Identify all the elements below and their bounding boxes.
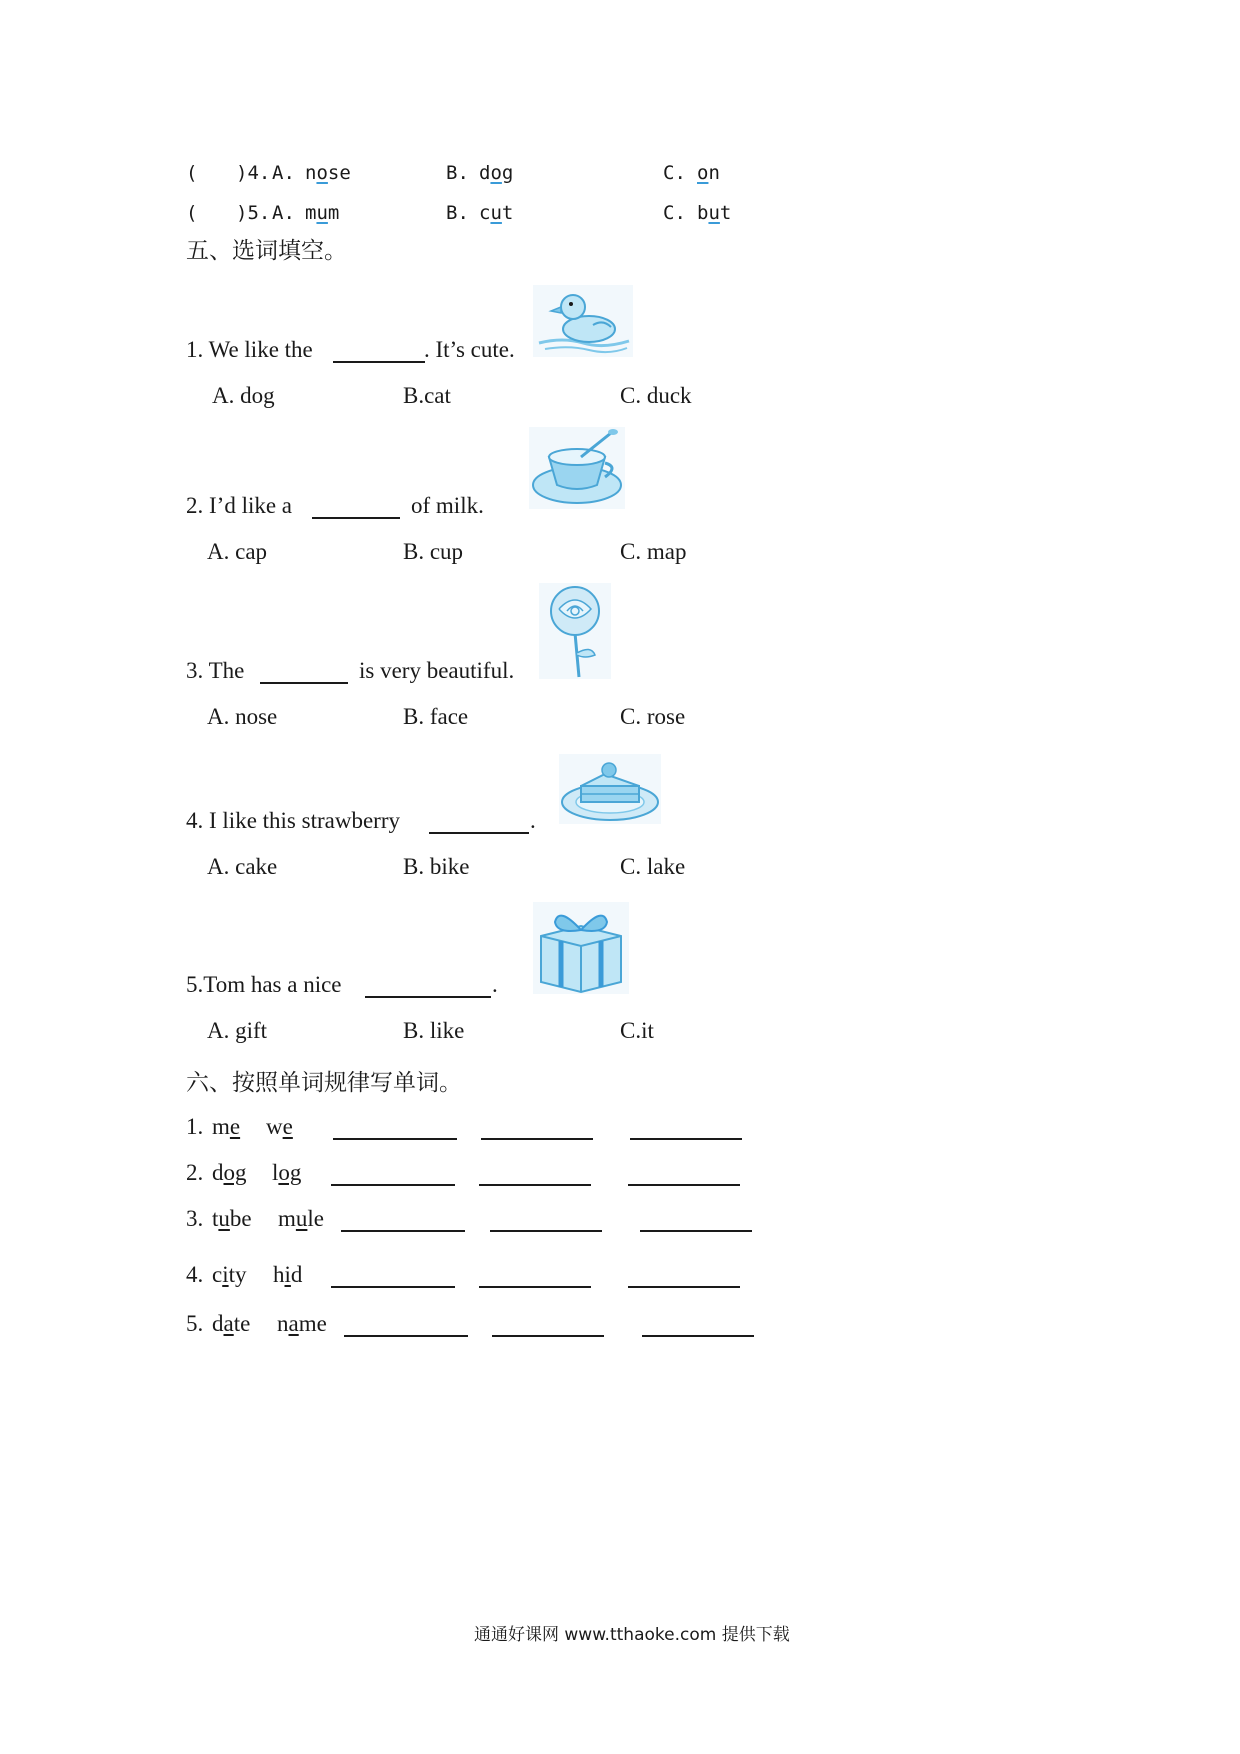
option-c-label: C. bbox=[663, 162, 686, 184]
answer-blank-3[interactable] bbox=[640, 1230, 752, 1232]
option-a: A. gift bbox=[207, 1018, 268, 1043]
answer-blank-1[interactable] bbox=[331, 1286, 455, 1288]
answer-blank-3[interactable] bbox=[628, 1184, 740, 1186]
option-b-word: dog bbox=[479, 162, 514, 184]
option-a: A. nose bbox=[207, 704, 278, 729]
option-a-label: A. bbox=[272, 202, 295, 224]
item-number: )4. bbox=[236, 162, 271, 184]
example-word-2: name bbox=[277, 1311, 327, 1336]
example-word-2: hid bbox=[273, 1262, 303, 1287]
answer-blank-2[interactable] bbox=[479, 1286, 591, 1288]
row-number: 5. bbox=[186, 1311, 204, 1336]
option-b: B. cup bbox=[403, 539, 464, 564]
option-b-label: B. bbox=[446, 202, 469, 224]
duck-picture bbox=[533, 285, 633, 357]
answer-blank-2[interactable] bbox=[481, 1138, 593, 1140]
answer-blank[interactable] bbox=[312, 517, 400, 519]
option-c: C. duck bbox=[620, 383, 692, 408]
example-word-1: date bbox=[212, 1311, 251, 1336]
example-word-1: dog bbox=[212, 1160, 247, 1185]
option-a: A. cake bbox=[207, 854, 278, 879]
answer-blank[interactable] bbox=[365, 996, 491, 998]
answer-blank[interactable] bbox=[260, 682, 348, 684]
footer-source-text: 通通好课网 www.tthaoke.com 提供下载 bbox=[474, 1625, 790, 1645]
option-c-word: on bbox=[697, 162, 720, 184]
option-b: B. bike bbox=[403, 854, 470, 879]
answer-blank-2[interactable] bbox=[492, 1335, 604, 1337]
cake-picture bbox=[559, 754, 661, 824]
question-text-before: 1. We like the bbox=[186, 337, 313, 362]
example-word-2: log bbox=[272, 1160, 302, 1185]
answer-paren: ( bbox=[186, 202, 198, 224]
option-c-word: but bbox=[697, 202, 732, 224]
answer-paren: ( bbox=[186, 162, 198, 184]
section6-heading: 六、按照单词规律写单词。 bbox=[186, 1070, 462, 1096]
question-text-before: 3. The bbox=[186, 658, 245, 683]
option-c: C. rose bbox=[620, 704, 686, 729]
rose-picture bbox=[539, 583, 611, 679]
answer-blank-3[interactable] bbox=[630, 1138, 742, 1140]
answer-blank-2[interactable] bbox=[479, 1184, 591, 1186]
option-b-word: cut bbox=[479, 202, 514, 224]
question-text-before: 5.Tom has a nice bbox=[186, 972, 342, 997]
option-c-label: C. bbox=[663, 202, 686, 224]
option-c: C. map bbox=[620, 539, 687, 564]
example-word-1: city bbox=[212, 1262, 247, 1287]
option-b: B. face bbox=[403, 704, 469, 729]
option-a-label: A. bbox=[272, 162, 295, 184]
question-text-before: 4. I like this strawberry bbox=[186, 808, 400, 833]
example-word-1: me bbox=[212, 1114, 241, 1139]
row-number: 3. bbox=[186, 1206, 204, 1231]
answer-blank-1[interactable] bbox=[344, 1335, 468, 1337]
row-number: 4. bbox=[186, 1262, 204, 1287]
example-word-2: we bbox=[266, 1114, 293, 1139]
question-text-after: is very beautiful. bbox=[359, 658, 515, 683]
question-text-after: of milk. bbox=[411, 493, 484, 518]
answer-blank-1[interactable] bbox=[341, 1230, 465, 1232]
section5-heading: 五、选词填空。 bbox=[186, 238, 347, 264]
example-word-2: mule bbox=[278, 1206, 324, 1231]
answer-blank-3[interactable] bbox=[628, 1286, 740, 1288]
option-a-word: nose bbox=[305, 162, 351, 184]
option-b: B. like bbox=[403, 1018, 465, 1043]
answer-blank-2[interactable] bbox=[490, 1230, 602, 1232]
answer-blank-3[interactable] bbox=[642, 1335, 754, 1337]
option-a: A. cap bbox=[207, 539, 268, 564]
option-b-label: B. bbox=[446, 162, 469, 184]
question-text-before: 2. I’d like a bbox=[186, 493, 293, 518]
example-word-1: tube bbox=[212, 1206, 252, 1231]
question-text-after: . bbox=[530, 808, 536, 833]
option-a: A. dog bbox=[212, 383, 275, 408]
answer-blank-1[interactable] bbox=[333, 1138, 457, 1140]
answer-blank-1[interactable] bbox=[331, 1184, 455, 1186]
question-text-after: . It’s cute. bbox=[424, 337, 515, 362]
answer-blank[interactable] bbox=[429, 832, 529, 834]
question-text-after: . bbox=[492, 972, 498, 997]
item-number: )5. bbox=[236, 202, 271, 224]
gift-box-picture bbox=[533, 902, 629, 994]
answer-blank[interactable] bbox=[333, 361, 425, 363]
option-a-word: mum bbox=[305, 202, 340, 224]
row-number: 1. bbox=[186, 1114, 204, 1139]
teacup-picture bbox=[529, 427, 625, 509]
row-number: 2. bbox=[186, 1160, 204, 1185]
option-b: B.cat bbox=[403, 383, 451, 408]
option-c: C.it bbox=[620, 1018, 654, 1043]
option-c: C. lake bbox=[620, 854, 686, 879]
